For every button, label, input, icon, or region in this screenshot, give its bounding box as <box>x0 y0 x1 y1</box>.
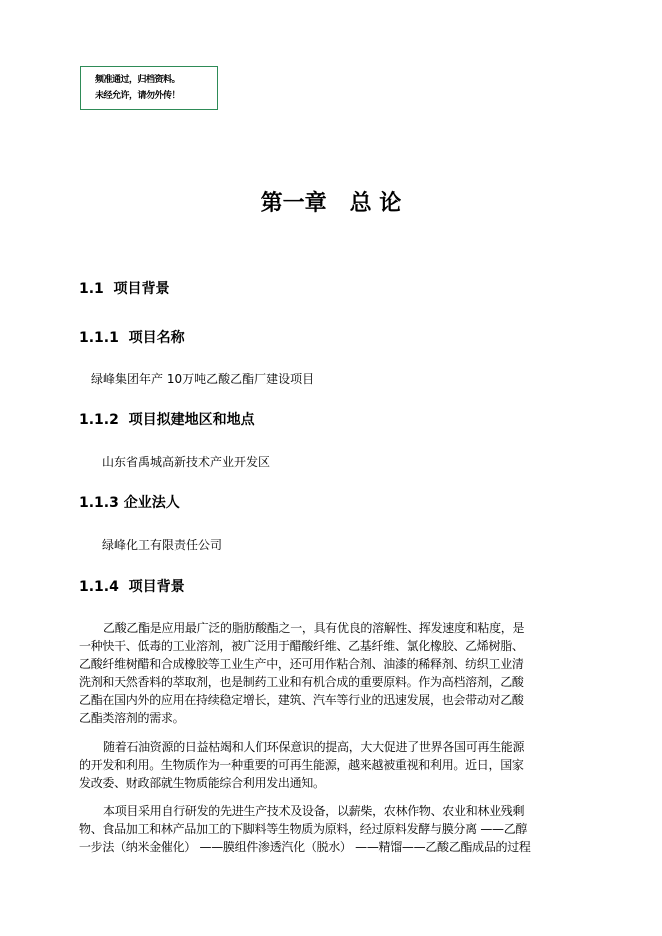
paragraph-line: 乙酯在国内外的应用在持续稳定增长，建筑、汽车等行业的迅速发展，也会带动对乙酸 <box>79 693 524 707</box>
project-name-text: 绿峰集团年产 10万吨乙酸乙酯厂建设项目 <box>91 372 315 386</box>
paragraph-line: 乙酯类溶剂的需求。 <box>79 711 185 725</box>
subsection-heading-legal-entity: 1.1.3 企业法人 <box>79 495 180 511</box>
paragraph-line: 乙酸乙酯是应用最广泛的脂肪酸酯之一，具有优良的溶解性、挥发速度和粘度，是 <box>103 621 525 635</box>
approval-stamp <box>80 66 218 110</box>
background-paragraph-2 <box>79 738 584 792</box>
stamp-line-2: 未经允许，请勿外传！ <box>95 91 181 101</box>
paragraph-line: 洗剂和天然香料的萃取剂，也是制药工业和有机合成的重要原料。作为高档溶剂，乙酸 <box>79 675 524 689</box>
background-paragraph-3 <box>79 802 584 856</box>
background-paragraph-1 <box>79 619 584 727</box>
subsection-heading-project-name: 1.1.1 项目名称 <box>79 330 185 346</box>
paragraph-line: 乙酸纤维树醋和合成橡胶等工业生产中，还可用作粘合剂、油漆的稀释剂、纺织工业清 <box>79 657 524 671</box>
subsection-heading-background: 1.1.4 项目背景 <box>79 579 185 595</box>
location-text: 山东省禹城高新技术产业开发区 <box>102 455 271 469</box>
paragraph-line: 一步法（纳米金催化） ——膜组件渗透汽化（脱水） ——精馏——乙酸乙酯成品的过程 <box>79 840 531 854</box>
paragraph-line: 发改委、财政部就生物质能综合利用发出通知。 <box>79 776 325 790</box>
chapter-title: 第一章 总 论 <box>260 191 402 216</box>
paragraph-line: 随着石油资源的日益枯竭和人们环保意识的提高，大大促进了世界各国可再生能源 <box>103 740 525 754</box>
paragraph-line: 本项目采用自行研发的先进生产技术及设备，以薪柴，农林作物、农业和林业残剩 <box>103 804 525 818</box>
paragraph-line: 物、食品加工和林产品加工的下脚料等生物质为原料，经过原料发酵与膜分离 ——乙醇 <box>79 822 528 836</box>
subsection-heading-location: 1.1.2 项目拟建地区和地点 <box>79 412 255 428</box>
section-heading: 1.1 项目背景 <box>79 281 170 297</box>
paragraph-line: 的开发和利用。生物质作为一种重要的可再生能源，越来越被重视和利用。近日，国家 <box>79 758 524 772</box>
stamp-line-1: 频准通过，归档资料。 <box>95 75 181 85</box>
paragraph-line: 一种快干、低毒的工业溶剂，被广泛用于醋酸纤维、乙基纤维、氯化橡胶、乙烯树脂、 <box>79 639 524 653</box>
legal-entity-text: 绿峰化工有限责任公司 <box>102 538 223 552</box>
